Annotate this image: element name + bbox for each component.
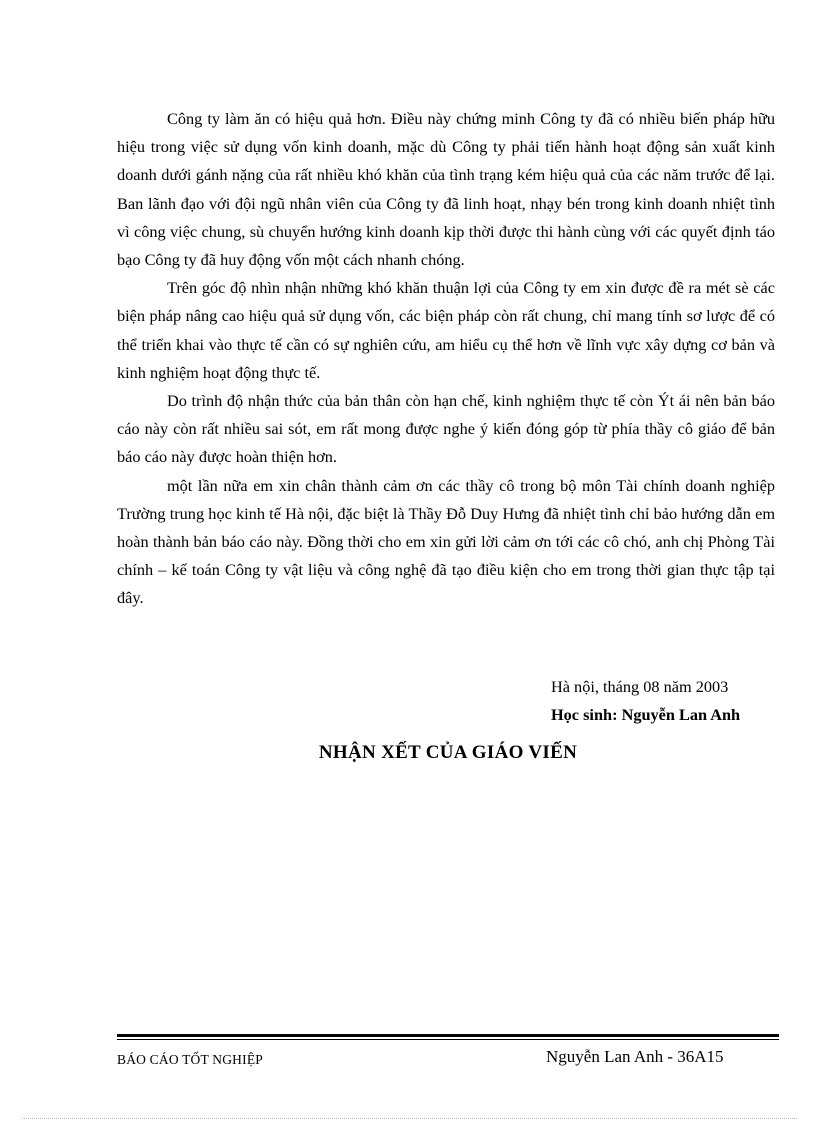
report-body: [117, 105, 775, 613]
paragraph-acknowledgements: một lần nữa em xin chân thành cảm ơn các thầy cô trong bộ môn Tài chính doanh nghiệp Trường trung học kinh tế Hà nội, đặc biệt là Thầy Đỗ Duy Hưng đã nhiệt tình chỉ bảo hướng dẫn em hoàn thành bản báo cáo này. Đồng thời cho em xin gửi lời cảm ơn tới các cô chó, anh chị Phòng Tài chính – kế toán Công ty vật liệu và công nghệ đã tạo điều kiện cho em trong thời gian thực tập tại đây.: [117, 475, 775, 608]
footer-author: Nguyễn Lan Anh - 36A15: [546, 1047, 724, 1066]
footer-report-title: BÁO CÁO TỐT NGHIỆP: [117, 1052, 263, 1067]
page-bottom-edge: [22, 1118, 797, 1119]
signature-name: Học sinh: Nguyễn Lan Anh: [551, 705, 741, 724]
paragraph-conclusion: Công ty làm ăn có hiệu quả hơn. Điều này chứng minh Công ty đã có nhiều biến pháp hữu hiệu trong việc sử dụng vốn kinh doanh, mặc dù Công ty phải tiến hành hoạt động sản xuất kinh doanh dưới gánh nặng của rất nhiều khó khăn của tình trạng kém hiệu quả của các năm trước để lại. Ban lãnh đạo với đội ngũ nhân viên của Công ty đã linh hoạt, nhạy bén trong kinh doanh nhiệt tình vì công việc chung, sù chuyển hướng kinh doanh kịp thời được thi hành cùng với các quyết định táo bạo Công ty đã huy động vốn một cách nhanh chóng.: [117, 109, 775, 270]
footer-rule-thick: [117, 1034, 779, 1037]
teacher-comments-heading: NHẬN XẾT CỦA GIÁO VIẾN: [318, 742, 578, 763]
signature-date: Hà nội, tháng 08 năm 2003: [551, 677, 729, 696]
paragraph-limitations: Do trình độ nhận thức của bản thân còn hạn chế, kinh nghiệm thực tế còn Ýt ái nên bản báo cáo này còn rất nhiều sai sót, em rất mong được nghe ý kiến đóng góp từ phía thầy cô giáo để bản báo cáo này được hoàn thiện hơn.: [117, 391, 775, 467]
footer-rule-thin: [117, 1039, 779, 1040]
paragraph-proposals: Trên góc độ nhìn nhận những khó khăn thuận lợi của Công ty em xin được đề ra mét sè các biện pháp nâng cao hiệu quả sử dụng vốn, các biện pháp còn rất chung, chỉ mang tính sơ lược để có thể triển khai vào thực tế cần có sự nghiên cứu, am hiểu cụ thể hơn về lĩnh vực xây dựng cơ bản và kinh nghiệm hoạt động thực tế.: [117, 278, 775, 382]
